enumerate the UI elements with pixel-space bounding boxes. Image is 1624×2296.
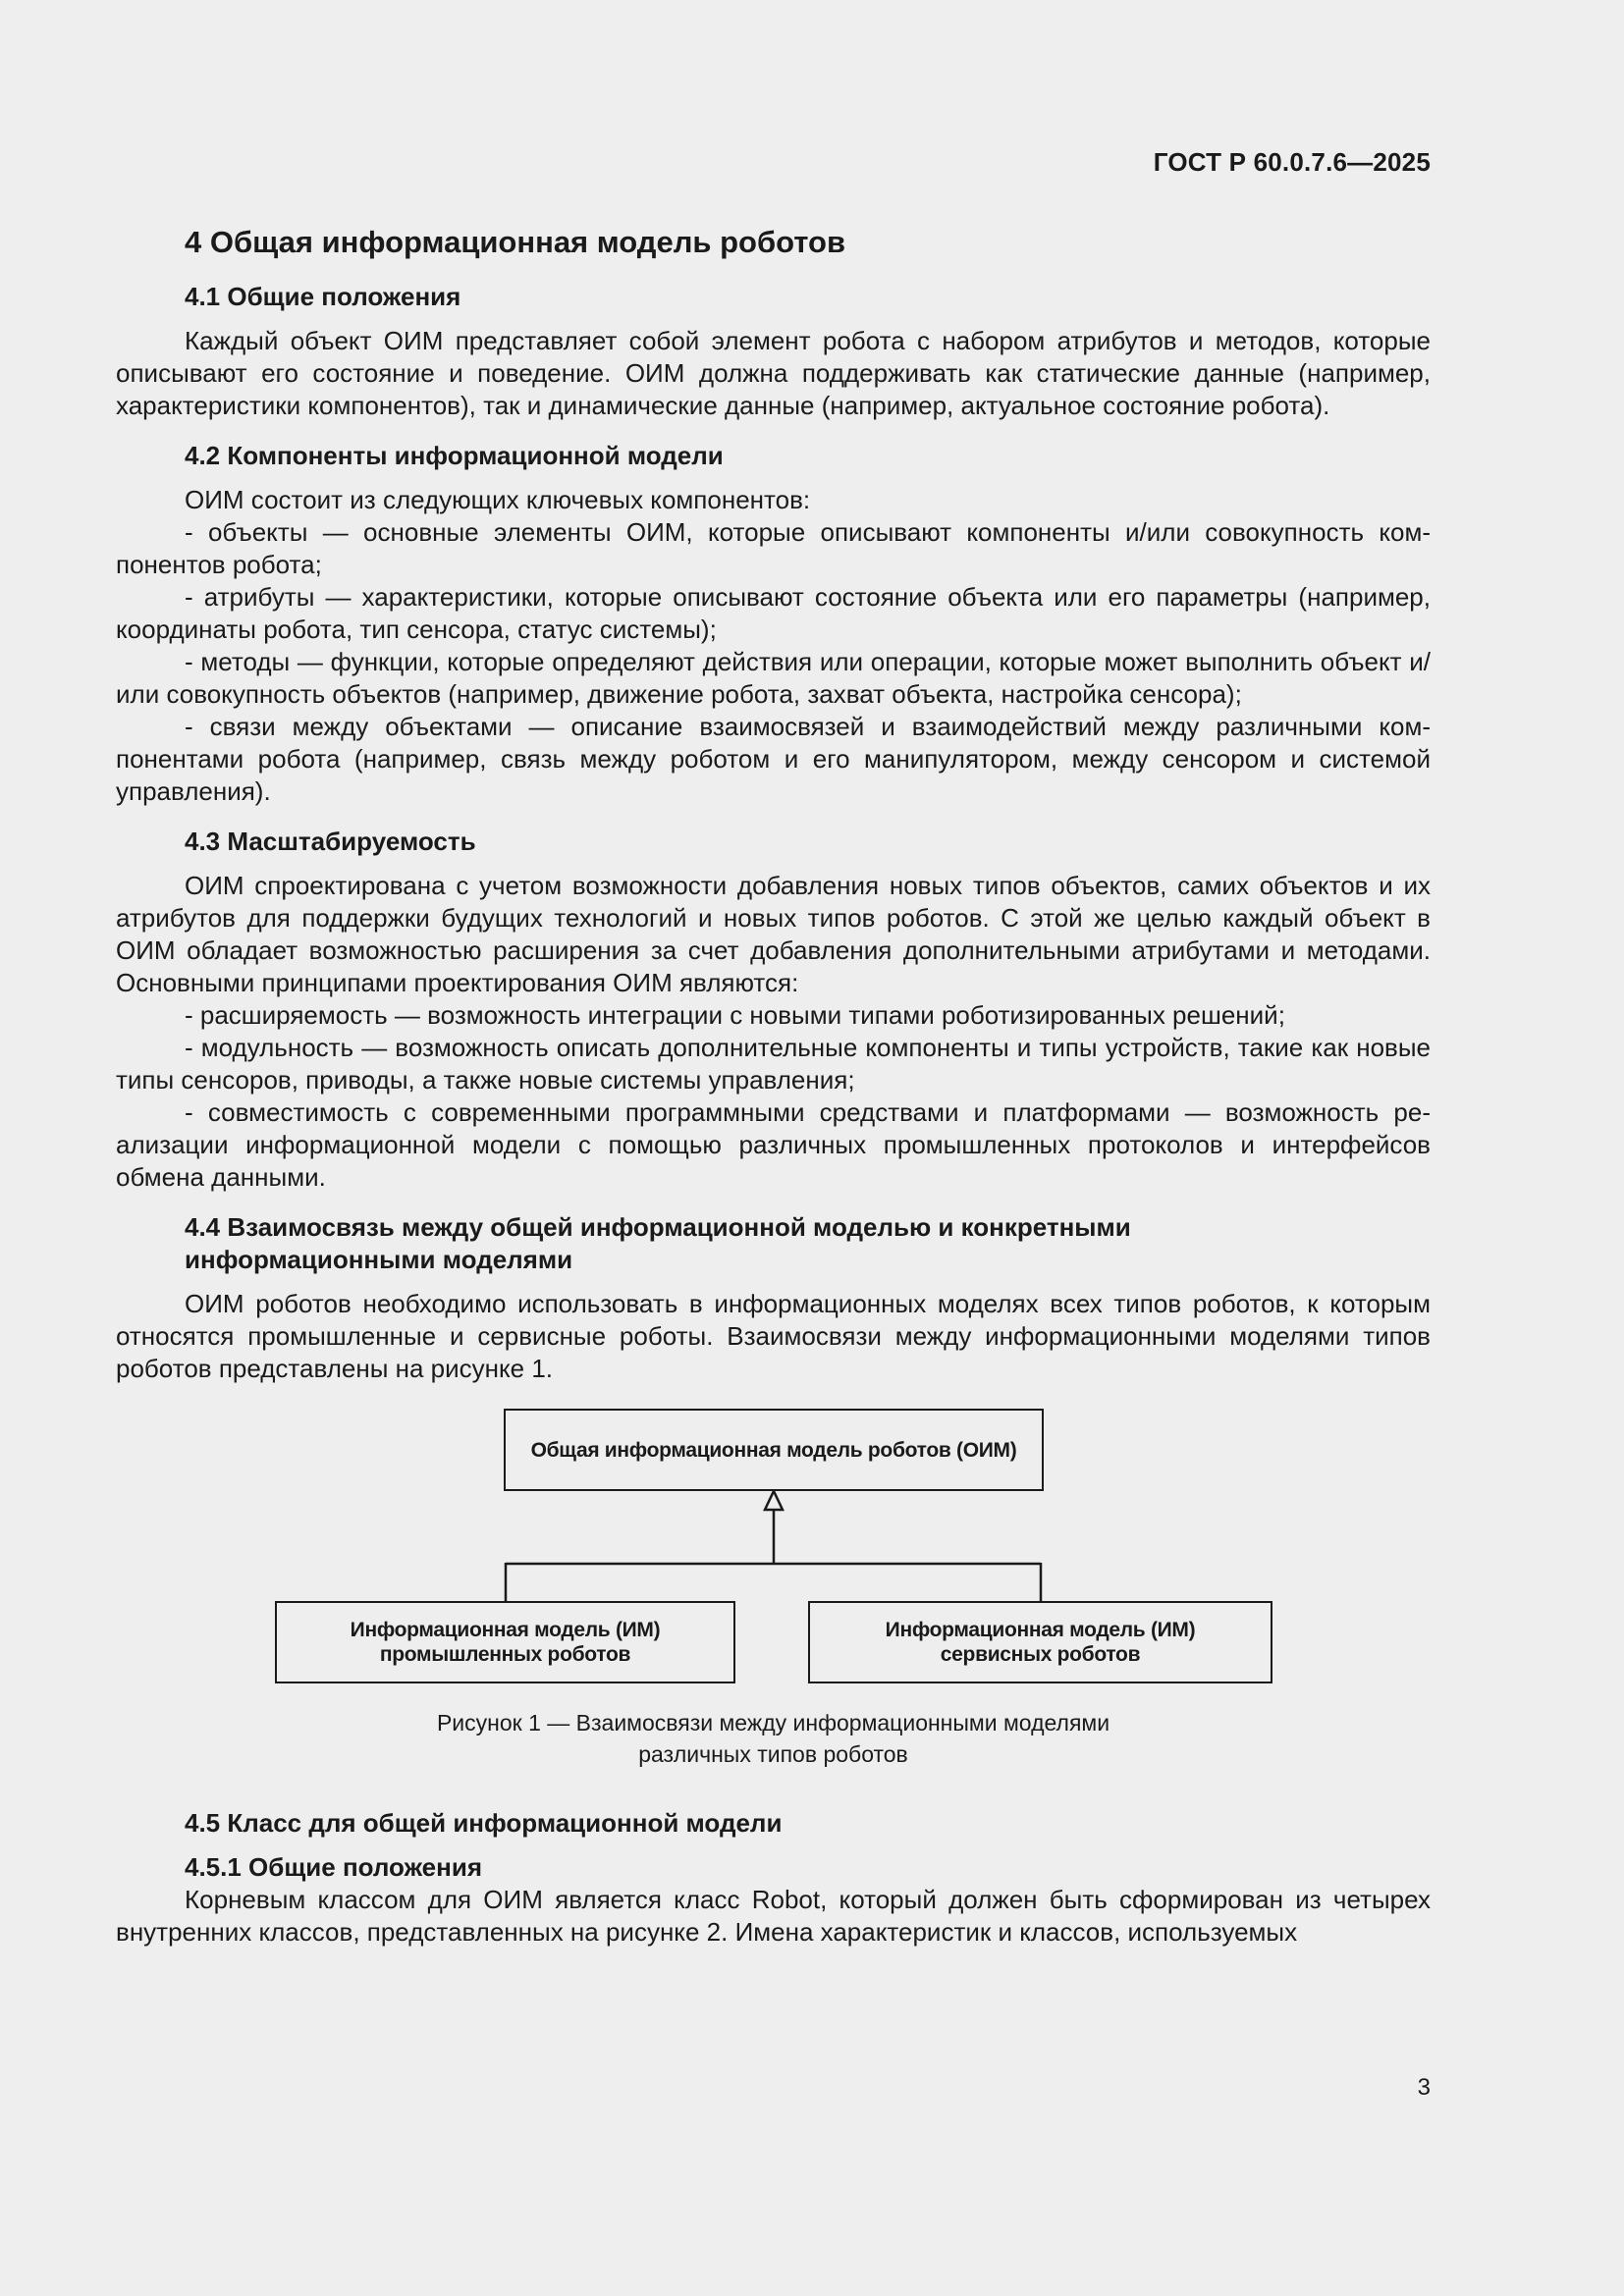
page-content bbox=[116, 222, 1431, 1949]
figure-1-caption bbox=[116, 1707, 1431, 1770]
list-item: - объекты — основные элементы ОИМ, которые описывают компоненты и/или совокупность компонентов робота; bbox=[116, 517, 1431, 579]
section-4-1-title: 4.1 Общие положения bbox=[185, 282, 461, 311]
figure-1-caption-line2: различных типов роботов bbox=[638, 1741, 908, 1767]
figure-1-diagram bbox=[116, 1405, 1431, 1807]
section-4-3-title: 4.3 Масштабируемость bbox=[185, 827, 476, 856]
page-number: 3 bbox=[1417, 2074, 1431, 2101]
section-4-3-paragraph: ОИМ спроектирована с учетом возможности добавления новых типов объектов, самих объектов и их атрибутов для поддержки будущих технологий и новых типов роботов. С этой же целью каждый объект в ОИМ обладает возможностью расширения за счет добавления дополнительными атрибутами и методами. Основными принципами проектирования ОИМ являются: bbox=[116, 871, 1431, 997]
document-code: ГОСТ Р 60.0.7.6—2025 bbox=[1153, 147, 1431, 177]
inheritance-arrow-icon bbox=[765, 1491, 783, 1510]
section-4-4-title-line1: 4.4 Взаимосвязь между общей информационной моделью и конкретными bbox=[185, 1212, 1131, 1242]
list-item: - расширяемость — возможность интеграции с новыми типами роботизированных решений; bbox=[185, 1000, 1285, 1030]
list-item: - модульность — возможность описать дополнительные компоненты и типы устройств, такие как новые типы сенсоров, приводы, а также новые системы управления; bbox=[116, 1033, 1431, 1095]
list-item: - совместимость с современными программными средствами и платформами — возможность реализации информационной модели с помощью различных промышленных протоколов и интерфейсов обмена данными. bbox=[116, 1097, 1431, 1192]
list-item: - методы — функции, которые определяют действия или операции, которые может выполнить объект и/или совокупность объектов (например, движение робота, захват объекта, настройка сенсора); bbox=[116, 647, 1431, 709]
list-item: - атрибуты — характеристики, которые описывают состояние объекта или его параметры (например, координаты робота, тип сенсора, статус системы); bbox=[116, 582, 1431, 644]
top-model-box bbox=[504, 1409, 1044, 1491]
industrial-model-label-line1: Информационная модель (ИМ) bbox=[350, 1619, 661, 1641]
service-model-label-line2: сервисных роботов bbox=[940, 1643, 1141, 1666]
section-4-5-1-paragraph: Корневым классом для ОИМ является класс Robot, который должен быть сформирован из четырех внутренних классов, представленных на рисунке 2. Имена характеристик и классов, используемых bbox=[116, 1885, 1431, 1947]
service-model-box bbox=[808, 1601, 1272, 1683]
list-item: - связи между объектами — описание взаимосвязей и взаимодействий между различными компонентами робота (например, связь между роботом и его манипулятором, между сенсором и системой управления). bbox=[116, 712, 1431, 806]
section-4-1-paragraph: Каждый объект ОИМ представляет собой элемент робота с набором атрибутов и методов, которые описывают его состояние и поведение. ОИМ должна поддерживать как статические данные (например, характеристики компонентов), так и динамические данные (например, актуальное состояние робота). bbox=[116, 326, 1431, 420]
section-4-title: 4 Общая информационная модель роботов bbox=[185, 225, 846, 259]
section-4-4-title-line2: информационными моделями bbox=[185, 1245, 573, 1274]
top-model-label: Общая информационная модель роботов (ОИМ) bbox=[530, 1438, 1017, 1462]
section-4-2-title: 4.2 Компоненты информационной модели bbox=[185, 441, 724, 470]
figure-1-caption-line1: Рисунок 1 — Взаимосвязи между информационными моделями bbox=[436, 1710, 1110, 1735]
section-4-5-title: 4.5 Класс для общей информационной модели bbox=[185, 1808, 783, 1838]
section-4-4-paragraph: ОИМ роботов необходимо использовать в информационных моделях всех типов роботов, к которым относятся промышленные и сервисные роботы. Взаимосвязи между информационными моделями типов роботов представлены на рисунке 1. bbox=[116, 1289, 1431, 1383]
industrial-model-box bbox=[275, 1601, 735, 1683]
section-4-2-intro: ОИМ состоит из следующих ключевых компонентов: bbox=[185, 485, 811, 514]
section-4-5-1-title: 4.5.1 Общие положения bbox=[185, 1852, 482, 1882]
industrial-model-label-line2: промышленных роботов bbox=[379, 1643, 631, 1666]
service-model-label-line1: Информационная модель (ИМ) bbox=[885, 1619, 1196, 1641]
